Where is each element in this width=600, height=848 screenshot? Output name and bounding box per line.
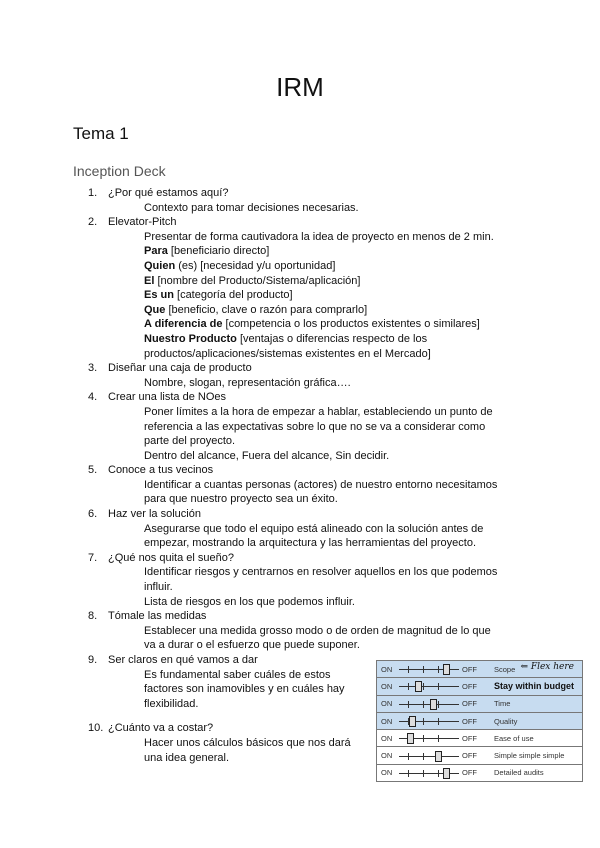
tradeoff-sliders-figure <box>376 660 583 782</box>
pitch-line: Quien (es) [necesidad y/u oportunidad] <box>144 259 336 272</box>
track-tick <box>438 718 439 725</box>
track-tick <box>423 735 424 742</box>
slider-label: Quality <box>494 716 518 726</box>
item-number: 9. <box>88 654 98 666</box>
list-item <box>88 551 508 609</box>
slider-track <box>399 699 459 709</box>
slider-label: Time <box>494 699 511 709</box>
item-description: Identificar a cuantas personas (actores) de nuestro entorno necesitamos para que nuestro proyecto sea un éxito. <box>144 478 498 506</box>
subsection-heading: Inception Deck <box>73 163 166 179</box>
item-title: ¿Qué nos quita el sueño? <box>108 551 234 564</box>
item-number: 8. <box>88 610 98 623</box>
track-tick <box>423 683 424 690</box>
slider-track <box>399 716 459 726</box>
item-number: 6. <box>88 508 98 521</box>
track-tick <box>408 770 409 777</box>
track-tick <box>408 666 409 673</box>
off-label: OFF <box>462 716 477 726</box>
slider-row <box>377 713 582 730</box>
track-tick <box>438 735 439 742</box>
item-title: Elevator-Pitch <box>108 216 177 229</box>
slider-knob <box>409 716 416 727</box>
item-number: 3. <box>88 362 98 375</box>
track-tick <box>438 683 439 690</box>
item-number: 7. <box>88 551 98 564</box>
slider-track <box>399 664 459 674</box>
slider-label: Scope <box>494 664 516 674</box>
on-label: ON <box>381 699 393 709</box>
handwritten-note: ⇐ Flex here <box>520 662 574 672</box>
slider-label: Ease of use <box>494 733 534 743</box>
track-tick <box>423 666 424 673</box>
track-tick <box>438 701 439 708</box>
item-description: Presentar de forma cautivadora la idea de proyecto en menos de 2 min. <box>144 230 494 243</box>
item-description: Poner límites a la hora de empezar a hablar, estableciendo un punto de referencia a las expectativas sobre lo que no se va a considerar como parte del proyecto. <box>144 405 493 448</box>
off-label: OFF <box>462 664 477 674</box>
item-description: Contexto para tomar decisiones necesarias. <box>144 201 359 214</box>
item-number: 4. <box>88 391 98 404</box>
slider-knob <box>435 751 442 762</box>
item-description: Hacer unos cálculos básicos que nos dará una idea general. <box>144 736 351 764</box>
pitch-line: Que [beneficio, clave o razón para comprarlo] <box>144 303 368 316</box>
track-tick <box>423 718 424 725</box>
slider-row <box>377 678 582 695</box>
list-item <box>88 390 508 463</box>
slider-label: Stay within budget <box>494 681 574 692</box>
item-title: Crear una lista de NOes <box>108 391 226 404</box>
item-description: Dentro del alcance, Fuera del alcance, Sin decidir. <box>144 449 390 462</box>
slider-knob <box>430 699 437 710</box>
item-title: ¿Por qué estamos aquí? <box>108 187 229 199</box>
track-tick <box>423 701 424 708</box>
track-tick <box>408 753 409 760</box>
on-label: ON <box>381 751 393 761</box>
off-label: OFF <box>462 751 477 761</box>
slider-row <box>377 696 582 713</box>
list-item <box>88 463 508 507</box>
document-title: IRM <box>276 72 324 102</box>
track-tick <box>408 683 409 690</box>
slider-row <box>377 661 582 678</box>
item-title: Ser claros en qué vamos a dar <box>108 654 258 666</box>
on-label: ON <box>381 768 393 778</box>
track-tick <box>423 770 424 777</box>
pitch-line: Para [beneficiario directo] <box>144 245 270 258</box>
pitch-line: Es un [categoría del producto] <box>144 289 293 302</box>
slider-knob <box>415 681 422 692</box>
slider-row <box>377 747 582 764</box>
slider-knob <box>443 768 450 779</box>
slider-track <box>399 733 459 743</box>
pitch-line: A diferencia de [competencia o los productos existentes o similares] <box>144 318 480 331</box>
off-label: OFF <box>462 733 477 743</box>
item-title: Diseñar una caja de producto <box>108 362 252 375</box>
slider-label: Simple simple simple <box>494 751 565 761</box>
off-label: OFF <box>462 681 477 691</box>
off-label: OFF <box>462 699 477 709</box>
list-item <box>88 609 508 653</box>
item-description: Asegurarse que todo el equipo está alineado con la solución antes de empezar, mostrando la arquitectura y las herramientas del proyecto. <box>144 522 484 550</box>
item-number: 1. <box>88 187 98 199</box>
on-label: ON <box>381 716 393 726</box>
track-tick <box>438 666 439 673</box>
item-title: Conoce a tus vecinos <box>108 464 214 477</box>
slider-label: Detailed audits <box>494 768 544 778</box>
on-label: ON <box>381 664 393 674</box>
on-label: ON <box>381 681 393 691</box>
track-tick <box>423 753 424 760</box>
slider-knob <box>407 733 414 744</box>
slider-track <box>399 751 459 761</box>
item-number: 2. <box>88 216 98 229</box>
slider-row <box>377 765 582 781</box>
section-heading: Tema 1 <box>73 124 129 143</box>
slider-knob <box>443 664 450 675</box>
item-description: Nombre, slogan, representación gráfica…. <box>144 376 351 389</box>
item-title: ¿Cuánto va a costar? <box>108 722 214 735</box>
track-tick <box>408 701 409 708</box>
list-item <box>88 215 508 361</box>
list-item <box>88 361 508 390</box>
track-tick <box>438 770 439 777</box>
list-item <box>88 186 508 215</box>
item-description: Es fundamental saber cuáles de estos factores son inamovibles y en cuáles hay flexibilidad. <box>144 668 345 710</box>
list-item <box>88 507 508 551</box>
item-number: 5. <box>88 464 98 477</box>
pitch-line: Nuestro Producto [ventajas o diferencias respecto de los productos/aplicaciones/sistemas existentes en el Mercado] <box>144 332 431 360</box>
slider-track <box>399 768 459 778</box>
item-description: Establecer una medida grosso modo o de orden de magnitud de lo que va a durar o el esfuerzo que puede suponer. <box>144 624 491 652</box>
pitch-line: El [nombre del Producto/Sistema/aplicación] <box>144 274 361 287</box>
item-title: Tómale las medidas <box>108 610 207 623</box>
on-label: ON <box>381 733 393 743</box>
item-title: Haz ver la solución <box>108 508 201 521</box>
item-description: Lista de riesgos en los que podemos influir. <box>144 595 355 608</box>
slider-row <box>377 730 582 747</box>
off-label: OFF <box>462 768 477 778</box>
item-number: 10. <box>88 722 104 735</box>
slider-track <box>399 681 459 691</box>
item-description: Identificar riesgos y centrarnos en resolver aquellos en los que podemos influir. <box>144 566 498 594</box>
